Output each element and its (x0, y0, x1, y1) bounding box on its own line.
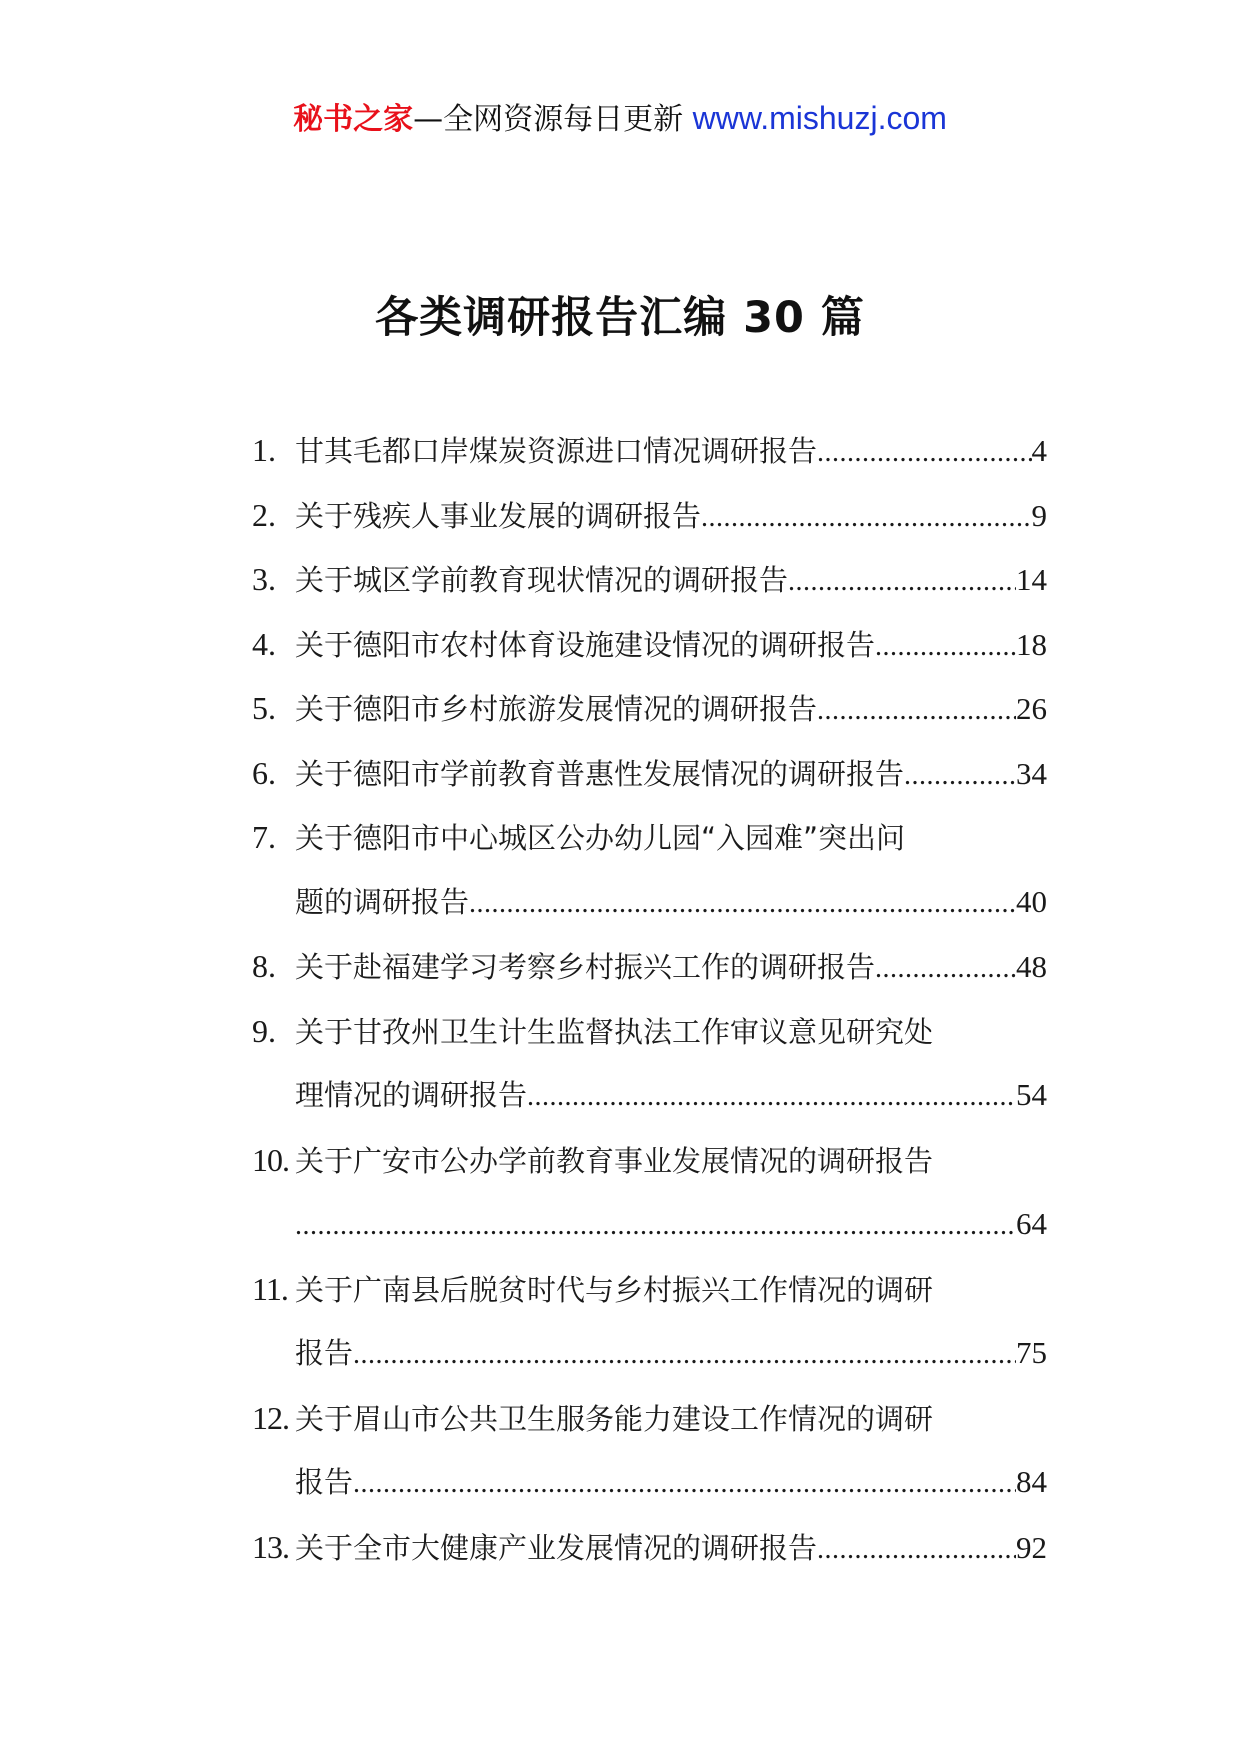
toc-entry[interactable] (252, 418, 1047, 483)
toc-entry-number: 2. (252, 496, 276, 533)
dot-leader (788, 550, 1016, 615)
toc-entry-number: 1. (252, 432, 276, 468)
toc-entry-title: 关于广南县后脱贫时代与乡村振兴工作情况的调研 (295, 1272, 934, 1307)
toc-entry-title-continued: 题的调研报告 (295, 884, 470, 919)
toc-entry-number: 4. (252, 625, 276, 662)
toc-entry-title: 关于甘孜州卫生计生监督执法工作审议意见研究处 (295, 1014, 934, 1049)
toc-entry-page: 84 (1016, 1464, 1047, 1499)
toc-entry-title-continued: 理情况的调研报告 (295, 1078, 528, 1112)
toc-entry-number: 13. (252, 1528, 289, 1565)
toc-entry[interactable] (252, 1386, 1047, 1515)
toc-entry-number: 8. (252, 948, 276, 984)
toc-entry[interactable] (252, 1257, 1047, 1386)
toc-entry-number: 10. (252, 1141, 289, 1178)
toc-entry-page: 14 (1016, 562, 1047, 597)
toc-entry-title: 关于赴福建学习考察乡村振兴工作的调研报告 (295, 950, 876, 984)
toc-entry-page: 26 (1016, 691, 1047, 726)
toc-entry-title: 关于德阳市中心城区公办幼儿园“入园难”突出问 (295, 821, 906, 855)
dot-leader (875, 937, 1016, 1002)
toc-entry-page: 4 (1031, 433, 1047, 468)
toc-entry-page: 92 (1016, 1529, 1047, 1565)
toc-entry[interactable] (252, 741, 1047, 806)
toc-entry[interactable] (252, 1515, 1047, 1580)
toc-entry-page: 64 (1016, 1206, 1047, 1241)
toc-entry-title: 关于全市大健康产业发展情况的调研报告 (295, 1530, 818, 1565)
toc-entry-title: 关于残疾人事业发展的调研报告 (295, 498, 702, 533)
brand-name: 秘书之家 (293, 102, 414, 137)
toc-entry[interactable] (252, 805, 1047, 934)
dot-leader (817, 1518, 1016, 1583)
toc-entry-page: 75 (1016, 1335, 1047, 1370)
toc-entry-title: 关于城区学前教育现状情况的调研报告 (295, 563, 789, 597)
dot-leader (295, 1194, 1016, 1259)
dot-leader (527, 1065, 1016, 1130)
toc-entry-page: 48 (1016, 949, 1047, 984)
site-header (0, 98, 1240, 140)
site-url-link[interactable]: www.mishuzj.com (692, 100, 947, 136)
toc-entry-number: 11. (252, 1270, 288, 1307)
toc-entry-title: 关于德阳市农村体育设施建设情况的调研报告 (295, 627, 876, 662)
toc-entry-title-continued: 报告 (295, 1465, 354, 1499)
toc-entry-page: 18 (1016, 626, 1047, 662)
toc-entry[interactable] (252, 612, 1047, 677)
toc-entry-page: 34 (1016, 755, 1047, 791)
toc-entry-title: 关于德阳市学前教育普惠性发展情况的调研报告 (295, 756, 905, 791)
toc-entry-number: 5. (252, 690, 276, 726)
table-of-contents (252, 418, 1047, 1579)
dot-leader (904, 744, 1016, 809)
dot-leader (817, 421, 1031, 486)
toc-entry[interactable] (252, 1128, 1047, 1257)
dot-leader (353, 1323, 1016, 1388)
toc-entry-page: 40 (1016, 883, 1047, 919)
toc-entry-title: 关于德阳市乡村旅游发展情况的调研报告 (295, 692, 818, 726)
toc-entry[interactable] (252, 483, 1047, 548)
toc-entry-number: 3. (252, 561, 276, 597)
toc-entry[interactable] (252, 934, 1047, 999)
toc-entry-number: 9. (252, 1012, 276, 1049)
toc-entry-page: 9 (1031, 497, 1047, 533)
toc-entry-number: 6. (252, 754, 276, 791)
toc-entry[interactable] (252, 676, 1047, 741)
dot-leader (875, 615, 1016, 680)
document-title: 各类调研报告汇编 30 篇 (375, 293, 865, 343)
dot-leader (701, 486, 1031, 551)
toc-entry[interactable] (252, 999, 1047, 1128)
toc-entry-page: 54 (1016, 1077, 1047, 1112)
toc-entry-number: 12. (252, 1399, 289, 1436)
toc-entry-title: 关于广安市公办学前教育事业发展情况的调研报告 (295, 1143, 934, 1178)
toc-entry-title: 关于眉山市公共卫生服务能力建设工作情况的调研 (295, 1401, 934, 1436)
toc-entry-number: 7. (252, 819, 276, 855)
dot-leader (353, 1452, 1016, 1517)
toc-entry[interactable] (252, 547, 1047, 612)
header-tagline: —全网资源每日更新 (413, 102, 693, 137)
dot-leader (469, 872, 1016, 937)
toc-entry-title-continued: 报告 (295, 1336, 354, 1370)
toc-entry-title: 甘其毛都口岸煤炭资源进口情况调研报告 (295, 434, 818, 468)
dot-leader (817, 679, 1016, 744)
